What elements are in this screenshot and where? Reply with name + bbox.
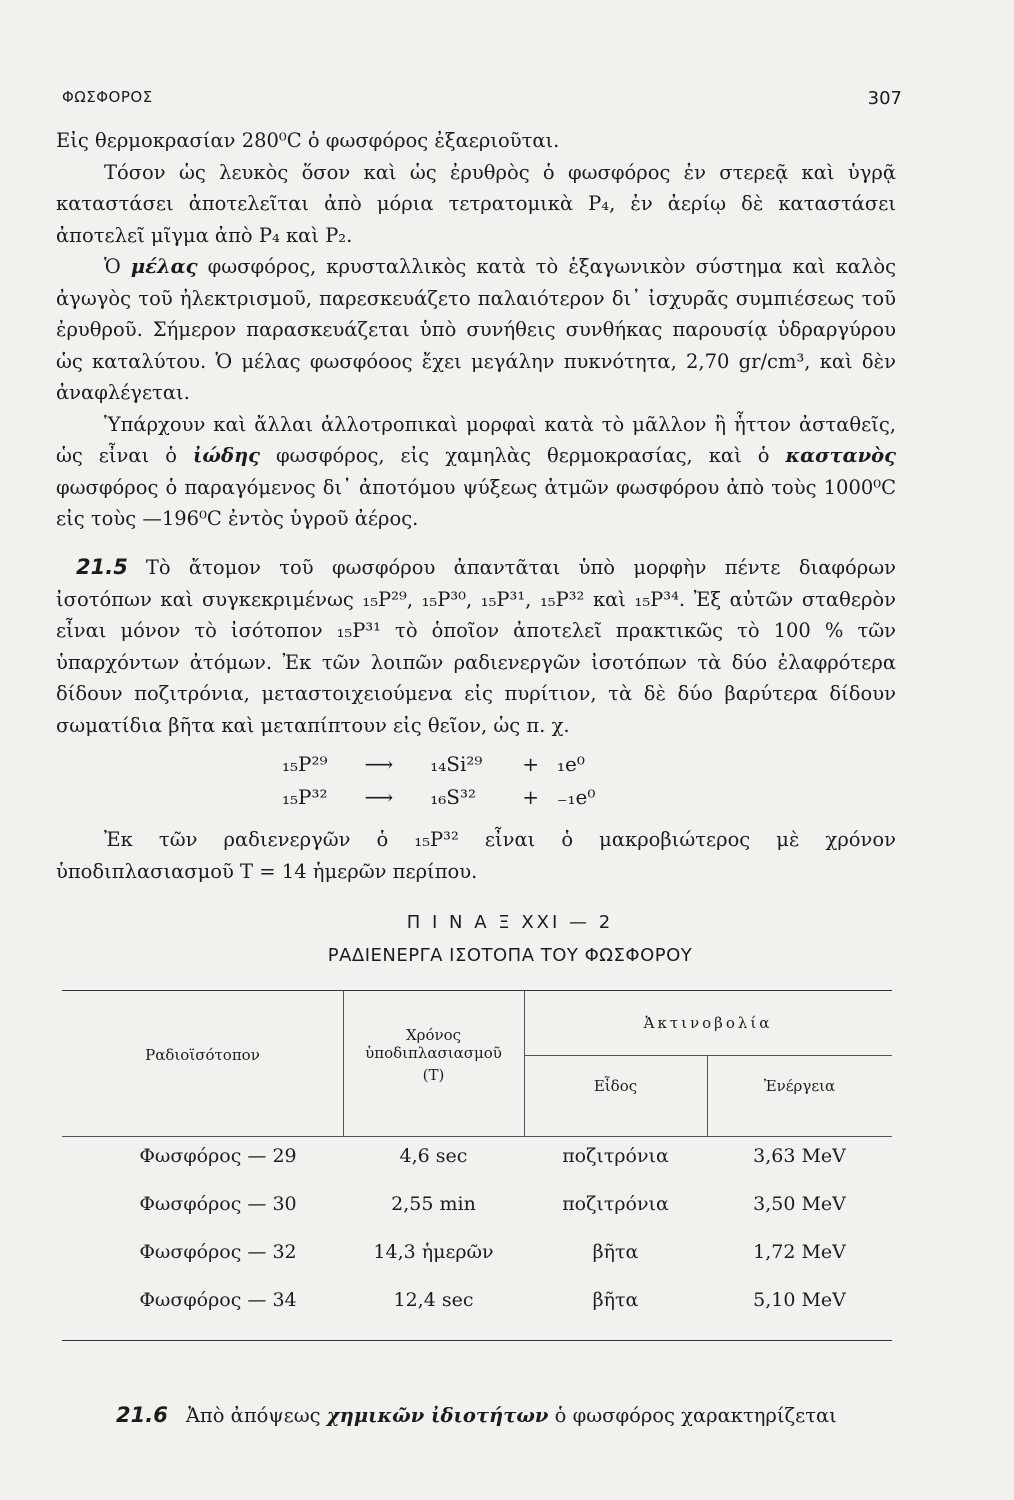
section-number: 21.5 <box>76 555 128 579</box>
table-header-row <box>62 992 892 1054</box>
isotope-cell: Φωσφόρος — 34 <box>139 1289 297 1311</box>
energy-cell: 1,72 MeV <box>753 1241 846 1263</box>
type-cell: βῆτα <box>592 1289 639 1311</box>
header-line: (T) <box>422 1066 445 1084</box>
emphasis-term: καστανὸς <box>785 444 896 467</box>
energy-cell: 3,63 MeV <box>753 1145 846 1167</box>
text-run: Τὸ ἄτομον τοῦ φωσφόρου ἀπαντᾶται ὑπὸ μορφὴν πέντε διαφόρων ἰσοτόπων καὶ συγκεκριμένως ₁₅P²⁹, ₁₅P³⁰, ₁₅P³¹, ₁₅P³² καὶ ₁₅P³⁴. Ἐξ αὐτῶν σταθερὸν εἶναι μόνον τὸ ἰσότοπον ₁₅P³¹ τὸ ὁποῖον ἀποτελεῖ πρακτικῶς τὸ 100 % τῶν ὑπαρχόντων ἀτόμων. Ἐκ τῶν λοιπῶν ραδιενεργῶν ἰσοτόπων τὰ δύο ἐλαφρότερα δίδουν ποζιτρόνια, μεταστοιχειούμενα εἰς πυρίτιον, τὰ δὲ δύο βαρύτερα δίδουν σωματίδια βῆτα καὶ μεταπίπτουν εἰς θεῖον, ὡς π. χ. <box>56 556 896 737</box>
plus-sign: + <box>522 752 539 776</box>
table-row <box>62 1276 892 1324</box>
product: ₁₄Si²⁹ <box>430 752 483 776</box>
product: ₁₆S³² <box>430 785 477 809</box>
text-run: φωσφόρος, κρυσταλλικὸς κατὰ τὸ ἑξαγωνικὸν σύστημα καὶ καλὸς ἀγωγὸς τοῦ ἠλεκτρισμοῦ, παρεσκευάζετο παλαιότερον δι᾽ ἰσχυρᾶς συμπιέσεως τοῦ ἐρυθροῦ. Σήμερον παρασκευάζεται ὑπὸ συνήθεις συνθήκας παρουσίᾳ ὑδραργύρου ὡς καταλύτου. Ὁ μέλας φωσφόoος ἔχει μεγάλην πυκνότητα, 2,70 gr/cm³, καὶ δὲν ἀναφλέγεται. <box>56 255 896 404</box>
type-cell: βῆτα <box>592 1241 639 1263</box>
table-row <box>62 1118 892 1132</box>
column-header-energy: Ἐνέργεια <box>763 1077 836 1095</box>
column-header-halflife <box>343 992 524 1118</box>
paragraph: Τόσον ὡς λευκὸς ὅσον καὶ ὡς ἐρυθρὸς ὁ φωσφόρος ἐν στερεᾷ καὶ ὑγρᾷ καταστάσει ἀποτελεῖται ἀπὸ μόρια τετρατομικὰ P₄, ἐν ἀερίῳ δὲ καταστάσει ἀποτελεῖ μῖγμα ἀπὸ P₄ καὶ P₂. <box>56 160 896 247</box>
text-block-half-life <box>56 824 896 887</box>
table-number: Π Ι Ν Α Ξ XXI — 2 <box>406 912 614 933</box>
paragraph <box>56 552 896 741</box>
page-number: 307 <box>867 88 902 109</box>
column-header-type: Εἶδος <box>593 1077 638 1095</box>
section-21-5 <box>56 552 896 741</box>
reactant: ₁₅P²⁹ <box>282 752 328 776</box>
column-header-radiation: Ἀκτινοβολία <box>643 1014 773 1032</box>
header-line: Χρόνος <box>405 1026 462 1044</box>
halflife-cell: 12,4 sec <box>393 1289 474 1311</box>
text-run: ὁ φωσφόρος χαρακτηρίζεται <box>548 1404 837 1427</box>
text-run: φωσφόρος ὁ παραγόμενος δι᾽ ἀποτόμου ψύξεως ἀτμῶν φωσφόρου ἀπὸ τοὺς 1000⁰C εἰς τοὺς —196⁰C ἐντὸς ὑγροῦ ἀέρος. <box>56 475 896 530</box>
section-21-6 <box>56 1400 896 1432</box>
halflife-cell: 14,3 ἡμερῶν <box>373 1241 494 1263</box>
plus-sign: + <box>522 785 539 809</box>
particle: ₁e⁰ <box>556 752 585 776</box>
table-rule <box>62 990 892 991</box>
running-title: ΦΩΣΦΟΡΟΣ <box>62 88 153 106</box>
particle: ₋₁e⁰ <box>556 785 596 809</box>
text-run: Ἀπὸ ἀπόψεως <box>185 1404 327 1427</box>
table-rule <box>62 1340 892 1341</box>
isotope-cell: Φωσφόρος — 32 <box>139 1241 297 1263</box>
column-header-isotope: Ραδιοϊσότοπον <box>145 1046 260 1064</box>
isotope-table <box>62 992 892 1324</box>
table-title: ΡΑΔΙΕΝΕΡΓΑ ΙΣΟΤΟΠΑ ΤΟΥ ΦΩΣΦΟΡΟΥ <box>327 945 693 966</box>
table-row <box>62 1228 892 1276</box>
reaction-formula <box>282 785 595 809</box>
isotope-cell: Φωσφόρος — 29 <box>139 1145 297 1167</box>
text-run: Ὁ <box>104 255 131 278</box>
paragraph: Ἐκ τῶν ραδιενεργῶν ὁ ₁₅P³² εἶναι ὁ μακροβιώτερος μὲ χρόνον ὑποδιπλασιασμοῦ T = 14 ἡμερῶν περίπου. <box>56 828 896 883</box>
table-row <box>62 1132 892 1180</box>
text-block-allotropes <box>56 125 896 535</box>
energy-cell: 5,10 MeV <box>753 1289 846 1311</box>
paragraph <box>56 1400 896 1432</box>
halflife-cell: 4,6 sec <box>399 1145 468 1167</box>
paragraph <box>56 409 896 535</box>
emphasis-term: χημικῶν ἰδιοτήτων <box>326 1404 549 1427</box>
table-row <box>62 1180 892 1228</box>
reaction-formula <box>282 752 585 776</box>
isotope-cell: Φωσφόρος — 30 <box>139 1193 297 1215</box>
emphasis-term: μέλας <box>130 255 198 278</box>
header-line: ὑποδιπλασιασμοῦ <box>365 1044 502 1062</box>
text-run: Ὑπάρχουν καὶ ἄλλαι ἀλλοτροπικαὶ μορφαὶ κατὰ τὸ μᾶλλον ἢ ἧττον ἀσταθεῖς, ὡς εἶναι ὁ <box>56 412 896 467</box>
reactant: ₁₅P³² <box>282 785 328 809</box>
type-cell: ποζιτρόνια <box>562 1193 669 1215</box>
energy-cell: 3,50 MeV <box>753 1193 846 1215</box>
text-run: φωσφόρος, εἰς χαμηλὰς θερμοκρασίας, καὶ ὁ <box>260 444 786 467</box>
type-cell: ποζιτρόνια <box>562 1145 669 1167</box>
arrow-icon: ⟶ <box>364 785 394 809</box>
paragraph: Εἰς θερμοκρασίαν 280⁰C ὁ φωσφόρος ἐξαεριοῦται. <box>56 129 560 152</box>
halflife-cell: 2,55 min <box>391 1193 476 1215</box>
emphasis-term: ἰώδης <box>192 444 260 467</box>
paragraph <box>56 251 896 409</box>
arrow-icon: ⟶ <box>364 752 394 776</box>
section-number: 21.6 <box>116 1403 168 1427</box>
